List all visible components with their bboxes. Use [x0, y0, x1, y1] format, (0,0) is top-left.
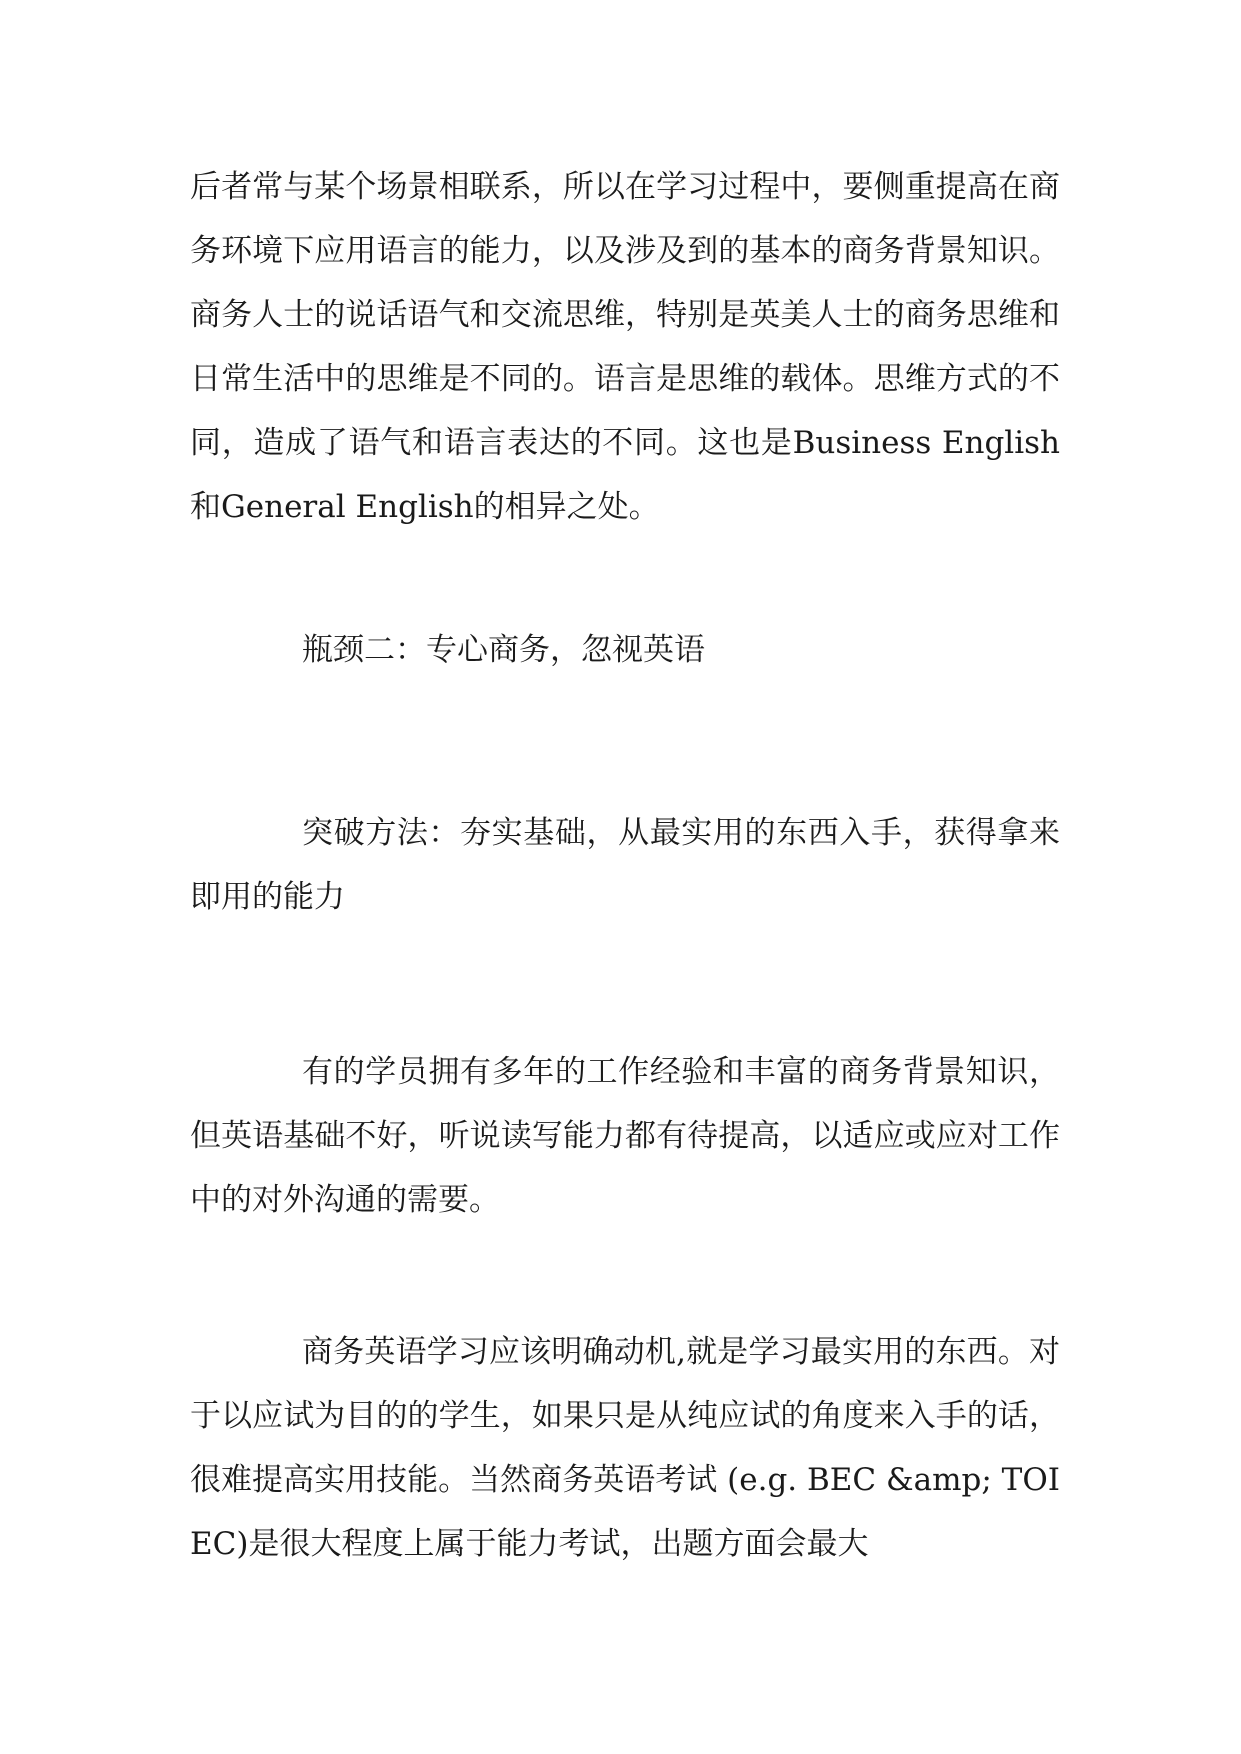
- section-heading-bottleneck-two: 瓶颈二：专心商务，忽视英语: [302, 632, 705, 668]
- body-paragraph-learners-background: 有的学员拥有多年的工作经验和丰富的商务背景知识，但英语基础不好，听说读写能力都有待提高，以适应或应对工作中的对外沟通的需要。: [190, 1054, 1060, 1218]
- body-paragraph-learning-motivation: 商务英语学习应该明确动机,就是学习最实用的东西。对于以应试为目的的学生，如果只是从纯应试的角度来入手的话，很难提高实用技能。当然商务英语考试 (e.g. BEC &amp; TOIEC)是很大程度上属于能力考试，出题方面会最大: [190, 1334, 1060, 1562]
- breakthrough-method-paragraph: 突破方法：夯实基础，从最实用的东西入手，获得拿来即用的能力: [190, 815, 1060, 915]
- body-paragraph-business-vs-general-english: 后者常与某个场景相联系，所以在学习过程中，要侧重提高在商务环境下应用语言的能力，以及涉及到的基本的商务背景知识。商务人士的说话语气和交流思维，特别是英美人士的商务思维和日常生活中的思维是不同的。语言是思维的载体。思维方式的不同，造成了语气和语言表达的不同。这也是Business English和General English的相异之处。: [190, 169, 1060, 525]
